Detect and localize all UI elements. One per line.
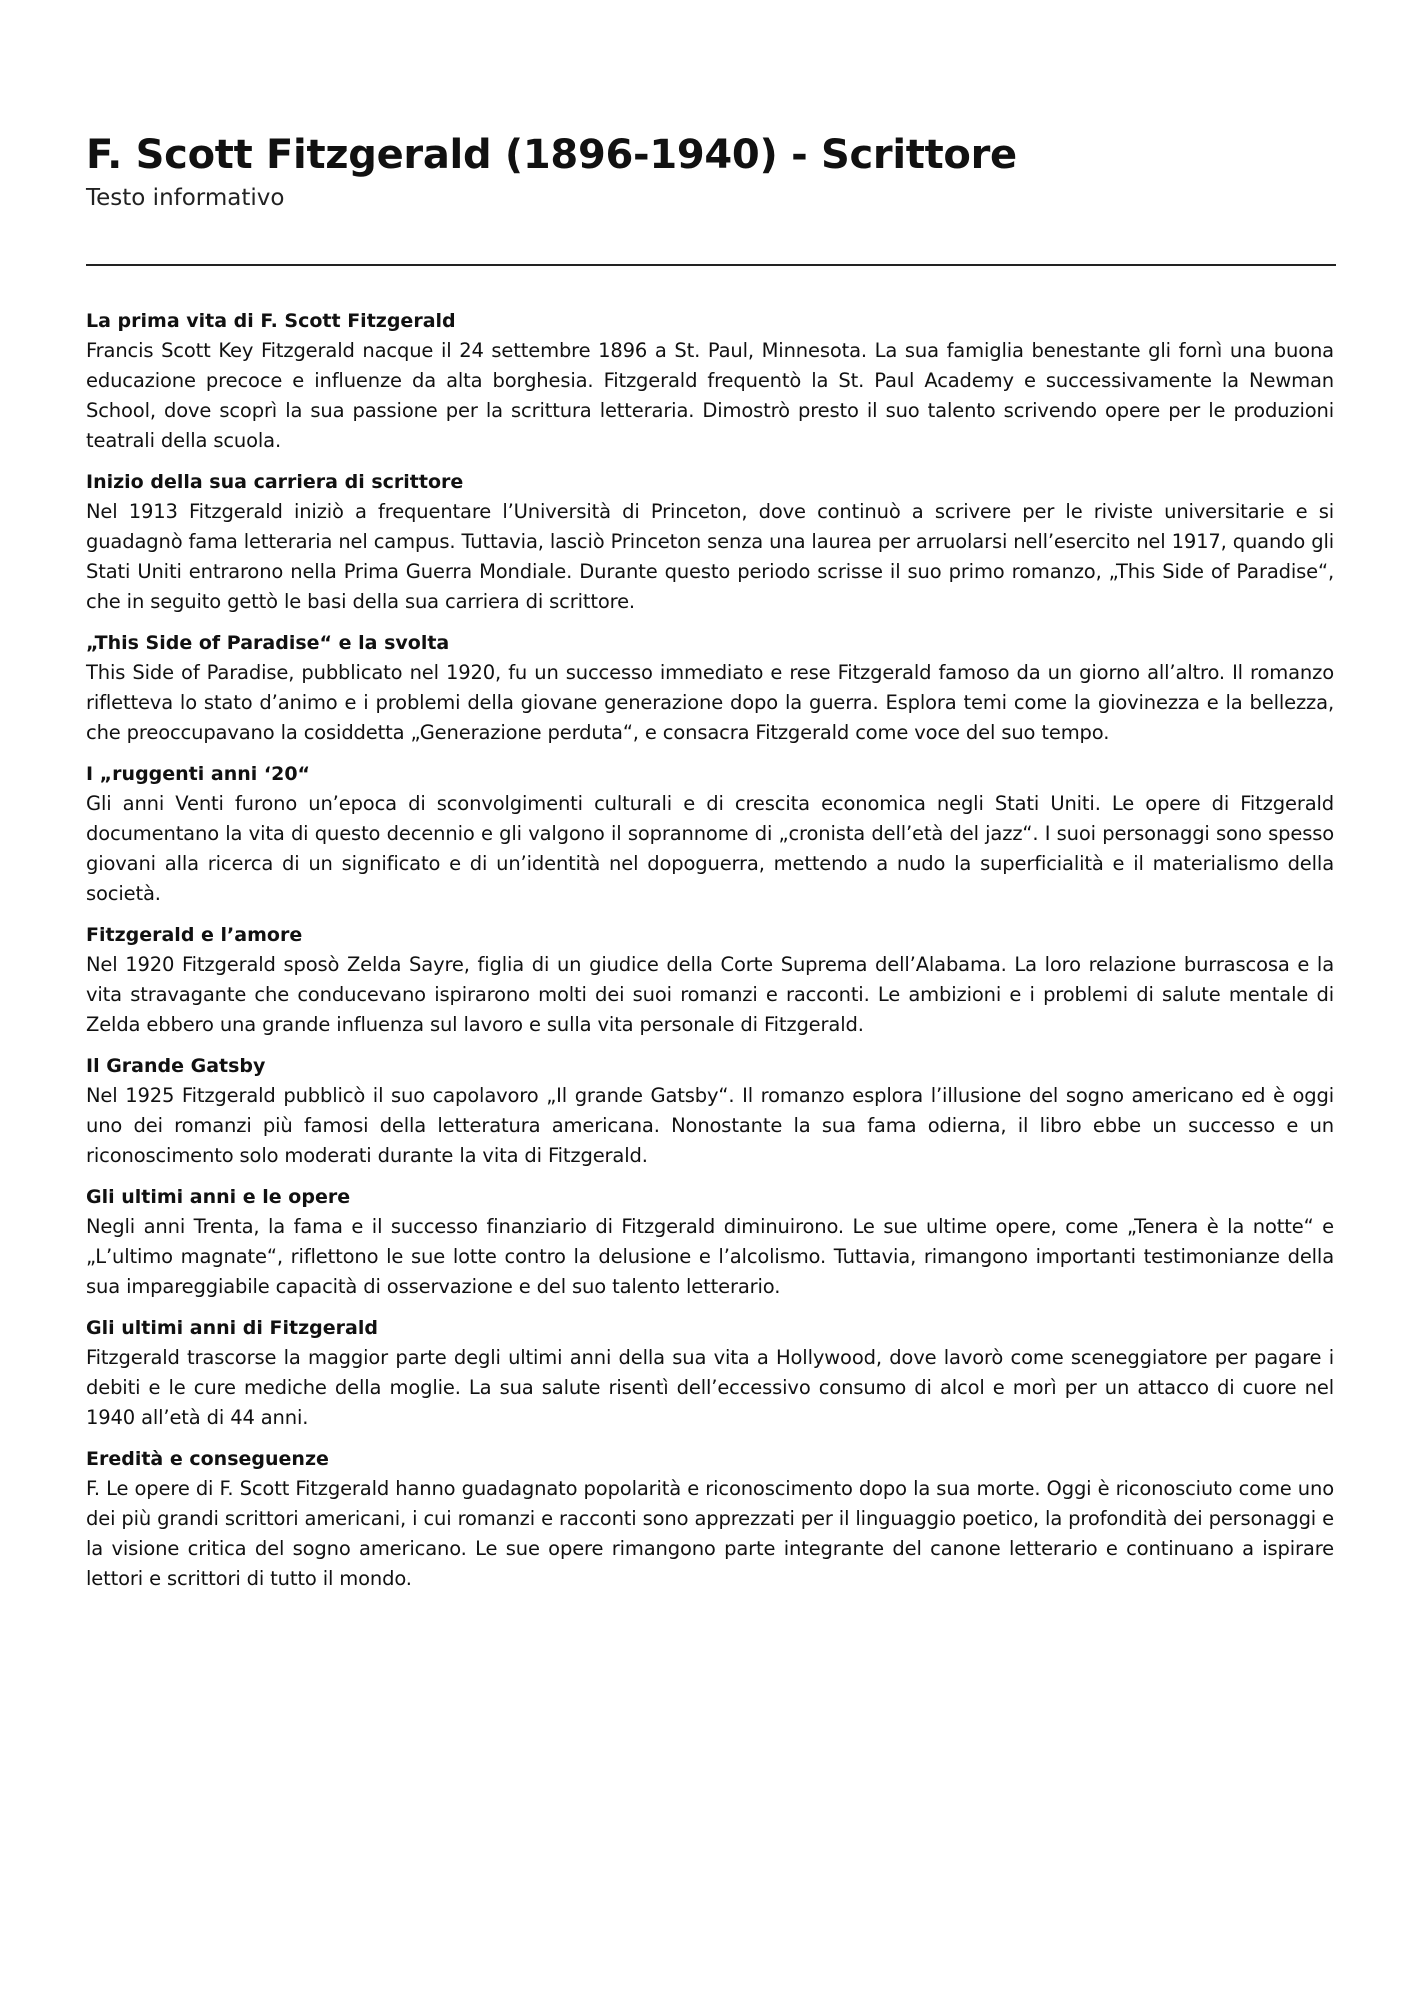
section-early-life (86, 306, 1334, 456)
section-body: Gli anni Venti furono un’epoca di sconvolgimenti culturali e di crescita economica negli Stati Uniti. Le opere di Fitzgerald documentano la vita di questo decennio e gli valgono il soprannome di „cronista dell’età del jazz“. I suoi personaggi sono spesso giovani alla ricerca di un significato e di un’identità nel dopoguerra, mettendo a nudo la superficialità e il materialismo della società. (86, 792, 1334, 905)
section-heading: Fitzgerald e l’amore (86, 924, 303, 946)
section-career-start (86, 467, 1334, 617)
section-body: Negli anni Trenta, la fama e il successo finanziario di Fitzgerald diminuirono. Le sue ultime opere, come „Tenera è la notte“ e „L’ultimo magnate“, riflettono le sue lotte contro la delusione e l’alcolismo. Tuttavia, rimangono importanti testimonianze della sua impareggiabile capacità di osservazione e del suo talento letterario. (86, 1215, 1334, 1298)
section-heading: La prima vita di F. Scott Fitzgerald (86, 310, 456, 332)
section-heading: Gli ultimi anni di Fitzgerald (86, 1317, 378, 1339)
section-later-works (86, 1182, 1334, 1302)
section-roaring-twenties (86, 759, 1334, 909)
page-subtitle: Testo informativo (86, 185, 285, 211)
title-divider (86, 264, 1336, 266)
document-page (86, 130, 1334, 1605)
section-heading: Il Grande Gatsby (86, 1055, 266, 1077)
section-legacy (86, 1444, 1334, 1594)
section-this-side-of-paradise (86, 628, 1334, 748)
section-body: This Side of Paradise, pubblicato nel 1920, fu un successo immediato e rese Fitzgerald famoso da un giorno all’altro. Il romanzo rifletteva lo stato d’animo e i problemi della giovane generazione dopo la guerra. Esplora temi come la giovinezza e la bellezza, che preoccupavano la cosiddetta „Generazione perduta“, e consacra Fitzgerald come voce del suo tempo. (86, 661, 1334, 744)
section-great-gatsby (86, 1051, 1334, 1171)
section-heading: Inizio della sua carriera di scrittore (86, 471, 464, 493)
section-body: Nel 1920 Fitzgerald sposò Zelda Sayre, figlia di un giudice della Corte Suprema dell’Alabama. La loro relazione burrascosa e la vita stravagante che conducevano ispirarono molti dei suoi romanzi e racconti. Le ambizioni e i problemi di salute mentale di Zelda ebbero una grande influenza sul lavoro e sulla vita personale di Fitzgerald. (86, 953, 1334, 1036)
section-love (86, 920, 1334, 1040)
section-heading: I „ruggenti anni ‘20“ (86, 763, 311, 785)
section-heading: Eredità e conseguenze (86, 1448, 329, 1470)
section-heading: Gli ultimi anni e le opere (86, 1186, 351, 1208)
section-body: Francis Scott Key Fitzgerald nacque il 24 settembre 1896 a St. Paul, Minnesota. La sua famiglia benestante gli fornì una buona educazione precoce e influenze da alta borghesia. Fitzgerald frequentò la St. Paul Academy e successivamente la Newman School, dove scoprì la sua passione per la scrittura letteraria. Dimostrò presto il suo talento scrivendo opere per le produzioni teatrali della scuola. (86, 339, 1334, 452)
document-content (86, 306, 1334, 1594)
section-heading: „This Side of Paradise“ e la svolta (86, 632, 450, 654)
section-body: F. Le opere di F. Scott Fitzgerald hanno guadagnato popolarità e riconoscimento dopo la sua morte. Oggi è riconosciuto come uno dei più grandi scrittori americani, i cui romanzi e racconti sono apprezzati per il linguaggio poetico, la profondità dei personaggi e la visione critica del sogno americano. Le sue opere rimangono parte integrante del canone letterario e continuano a ispirare lettori e scrittori di tutto il mondo. (86, 1477, 1334, 1590)
section-final-years (86, 1313, 1334, 1433)
section-body: Nel 1925 Fitzgerald pubblicò il suo capolavoro „Il grande Gatsby“. Il romanzo esplora l’illusione del sogno americano ed è oggi uno dei romanzi più famosi della letteratura americana. Nonostante la sua fama odierna, il libro ebbe un successo e un riconoscimento solo moderati durante la vita di Fitzgerald. (86, 1084, 1334, 1167)
page-title: F. Scott Fitzgerald (1896-1940) - Scrittore (86, 132, 1017, 178)
section-body: Nel 1913 Fitzgerald iniziò a frequentare l’Università di Princeton, dove continuò a scrivere per le riviste universitarie e si guadagnò fama letteraria nel campus. Tuttavia, lasciò Princeton senza una laurea per arruolarsi nell’esercito nel 1917, quando gli Stati Uniti entrarono nella Prima Guerra Mondiale. Durante questo periodo scrisse il suo primo romanzo, „This Side of Paradise“, che in seguito gettò le basi della sua carriera di scrittore. (86, 500, 1334, 613)
section-body: Fitzgerald trascorse la maggior parte degli ultimi anni della sua vita a Hollywood, dove lavorò come sceneggiatore per pagare i debiti e le cure mediche della moglie. La sua salute risentì dell’eccessivo consumo di alcol e morì per un attacco di cuore nel 1940 all’età di 44 anni. (86, 1346, 1334, 1429)
